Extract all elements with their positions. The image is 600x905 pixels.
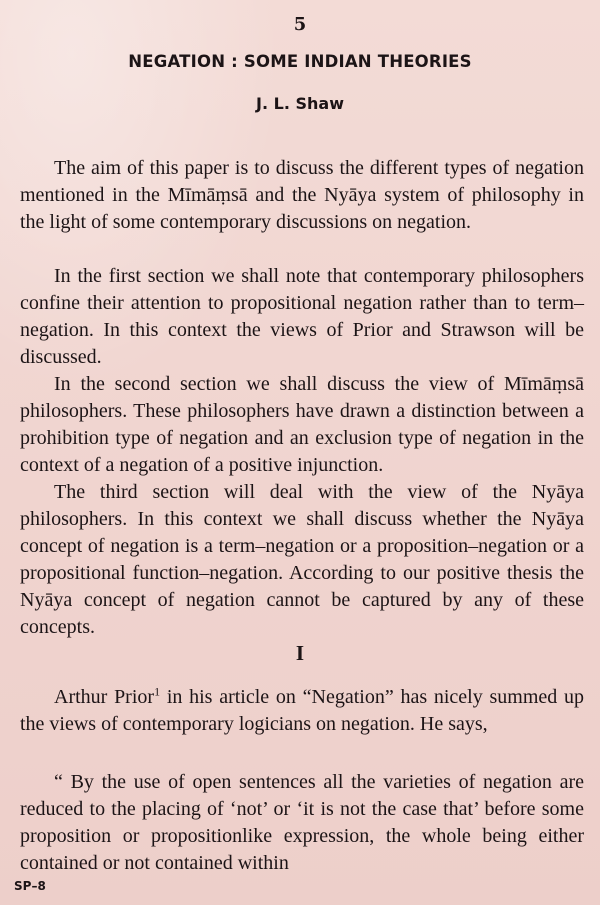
paragraph-text: In the first section we shall note that contemporary philosophers confine their attention to propositional negation rather than to term–negation. In this context the views of Prior and Strawson will be discussed. — [20, 265, 584, 368]
article-title: NEGATION : SOME INDIAN THEORIES — [128, 52, 472, 71]
article-author: J. L. Shaw — [256, 94, 344, 113]
block-quote — [20, 769, 584, 877]
page-number: 5 — [293, 14, 307, 35]
footer-code: SP–8 — [14, 879, 46, 893]
section-heading: I — [295, 641, 305, 665]
paragraph-text: The aim of this paper is to discuss the different types of negation mentioned in the Mīmāṃsā and the Nyāya system of philosophy in the light of some contemporary discussions on negation. — [20, 157, 584, 233]
prior-name: Arthur Prior — [54, 686, 155, 708]
prior-intro-rest: in his article on “Negation” has nicely summed up the views of contemporary logicians on negation. He says, — [20, 686, 584, 735]
paragraph-second-section — [20, 371, 584, 479]
paragraph-text — [20, 684, 584, 738]
footnote-marker: 1 — [154, 684, 161, 699]
paragraph-third-section — [20, 479, 584, 641]
paragraph-aim — [20, 155, 584, 236]
quote-text: “ By the use of open sentences all the varieties of negation are reduced to the placing of ‘not’ or ‘it is not the case that’ before some proposition or propositionlike expression, the whole being either contained or not contained within — [20, 771, 584, 874]
paragraph-prior-intro — [20, 684, 584, 738]
paragraph-text: In the second section we shall discuss the view of Mīmāṃsā philosophers. These philosophers have drawn a distinction between a prohibition type of negation and an exclusion type of negation in the context of a negation of a positive injunction. — [20, 373, 584, 476]
paragraph-text: The third section will deal with the view of the Nyāya philosophers. In this context we shall discuss whether the Nyāya concept of negation is a term–negation or a proposition–negation or a propositional function–negation. According to our positive thesis the Nyāya concept of negation cannot be captured by any of these concepts. — [20, 481, 584, 638]
paragraph-first-section — [20, 263, 584, 371]
